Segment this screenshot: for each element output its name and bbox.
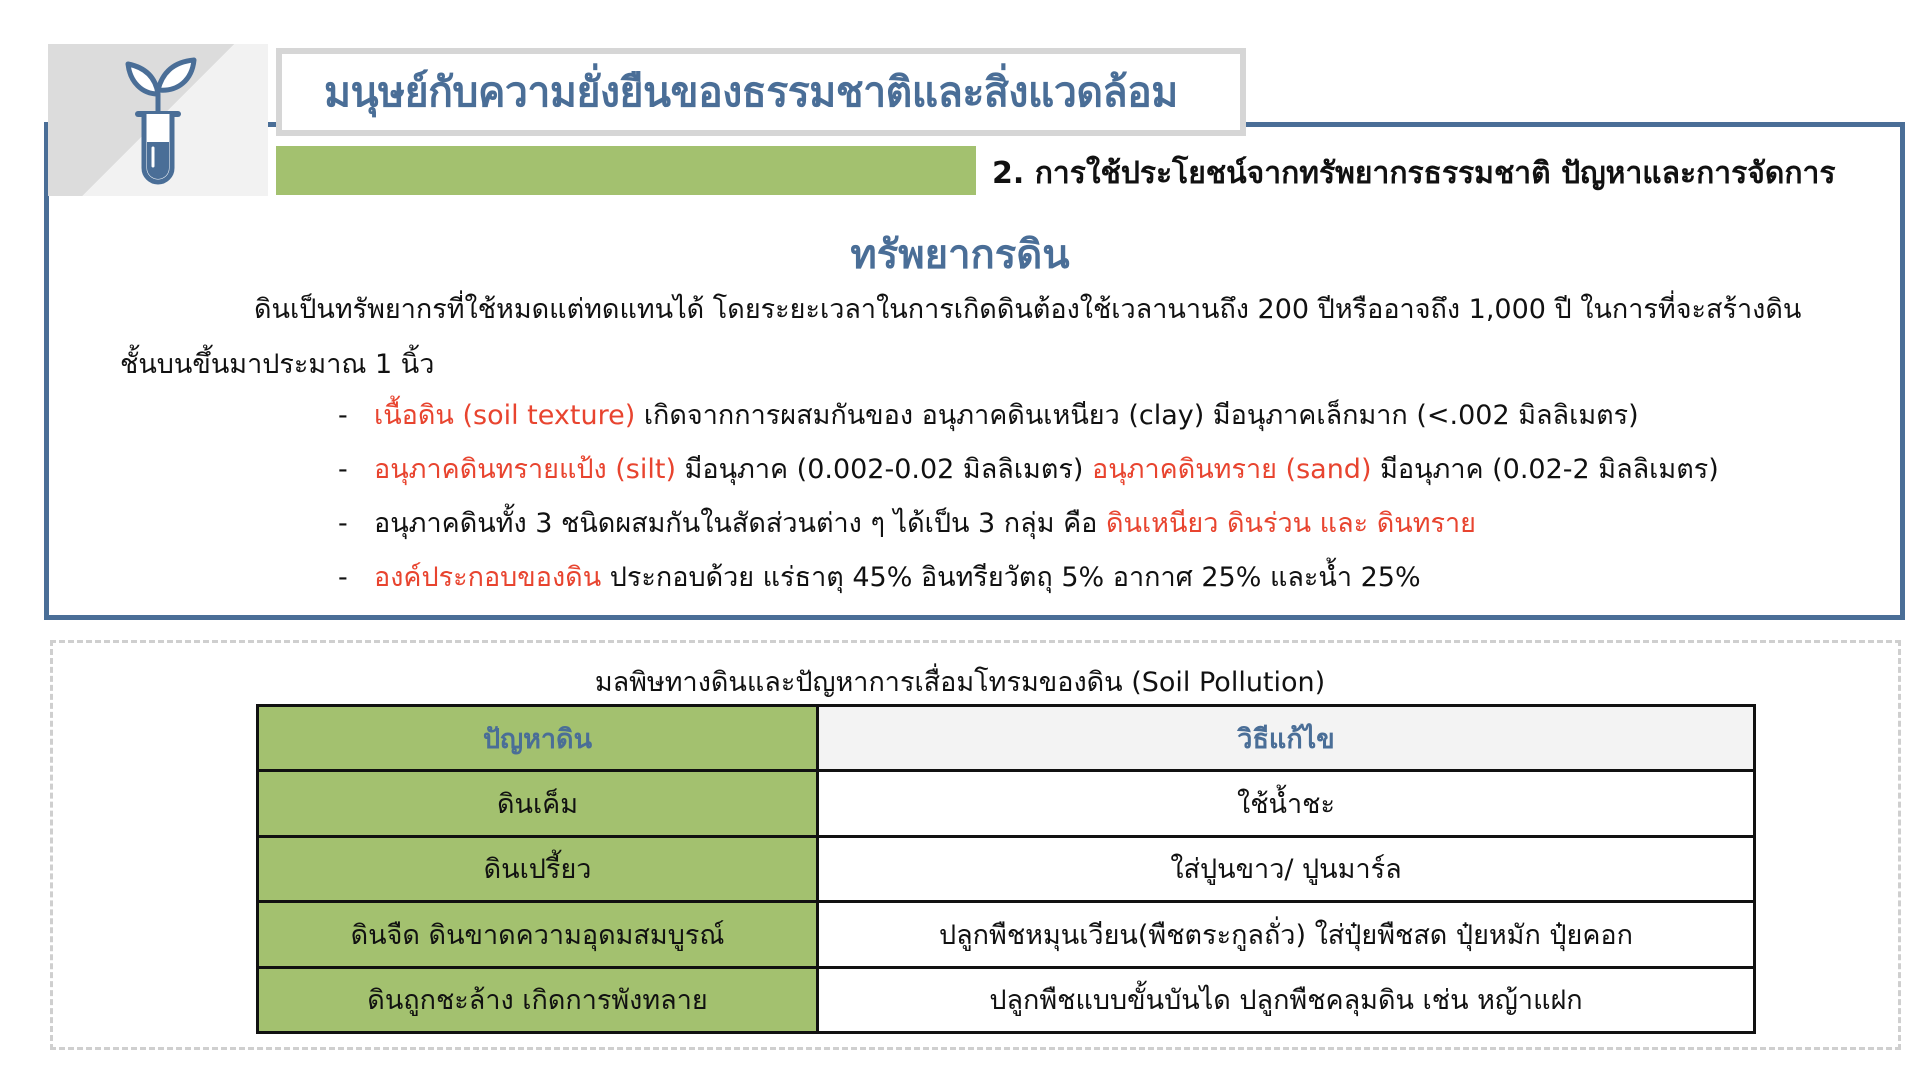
bullet-highlight: อนุภาคดินทราย (sand) xyxy=(1092,454,1372,485)
table-header-row xyxy=(258,706,1755,771)
problem-cell: ดินเปรี้ยว xyxy=(258,836,818,901)
bullet-item xyxy=(338,551,1898,605)
bullet-highlight: องค์ประกอบของดิน xyxy=(374,562,602,593)
title-box xyxy=(276,48,1246,136)
problem-cell: ดินเค็ม xyxy=(258,771,818,836)
bullet-list xyxy=(338,389,1898,605)
header-solution: วิธีแก้ไข xyxy=(818,706,1755,771)
bullet-item xyxy=(338,497,1898,551)
section-accent-bar xyxy=(276,146,976,195)
bullet-text: เกิดจากการผสมกันของ อนุภาคดินเหนียว (clay) มีอนุภาคเล็กมาก (<.002 มิลลิเมตร) xyxy=(635,400,1639,431)
table-row xyxy=(258,902,1755,967)
intro-paragraph xyxy=(120,282,1820,392)
solution-cell: ใส่ปูนขาว/ ปูนมาร์ล xyxy=(818,836,1755,901)
page-title: มนุษย์กับความยั่งยืนของธรรมชาติและสิ่งแวดล้อม xyxy=(324,67,1178,116)
solution-cell: ปลูกพืชหมุนเวียน(พืชตระกูลถั่ว) ใส่ปุ๋ยพืชสด ปุ๋ยหมัก ปุ๋ยคอก xyxy=(818,902,1755,967)
solution-cell: ปลูกพืชแบบขั้นบันได ปลูกพืชคลุมดิน เช่น หญ้าแฝก xyxy=(818,967,1755,1032)
solution-cell: ใช้น้ำชะ xyxy=(818,771,1755,836)
header-problem: ปัญหาดิน xyxy=(258,706,818,771)
intro-paragraph-text: ดินเป็นทรัพยากรที่ใช้หมดแต่ทดแทนได้ โดยระยะเวลาในการเกิดดินต้องใช้เวลานานถึง 200 ปีหรืออาจถึง 1,000 ปี ในการที่จะสร้างดินชั้นบนขึ้นมาประมาณ 1 นิ้ว xyxy=(120,294,1802,380)
bullet-text: ประกอบด้วย แร่ธาตุ 45% อินทรียวัตถุ 5% อากาศ 25% และน้ำ 25% xyxy=(601,562,1421,593)
test-tube-plant-icon xyxy=(108,50,208,190)
problem-cell: ดินถูกชะล้าง เกิดการพังทลาย xyxy=(258,967,818,1032)
table-row xyxy=(258,836,1755,901)
table-caption: มลพิษทางดินและปัญหาการเสื่อมโทรมของดิน (Soil Pollution) xyxy=(594,667,1326,698)
bullet-highlight: อนุภาคดินทรายแป้ง (silt) xyxy=(374,454,676,485)
table-row xyxy=(258,771,1755,836)
bullet-item xyxy=(338,443,1898,497)
bullet-text: มีอนุภาค (0.002-0.02 มิลลิเมตร) xyxy=(676,454,1092,485)
bullet-highlight: เนื้อดิน (soil texture) xyxy=(374,400,636,431)
table-row xyxy=(258,967,1755,1032)
soil-problems-table xyxy=(256,704,1756,1034)
section-title: 2. การใช้ประโยชน์จากทรัพยากรธรรมชาติ ปัญหาและการจัดการ xyxy=(992,156,1836,191)
content-heading: ทรัพยากรดิน xyxy=(850,232,1070,278)
bullet-item xyxy=(338,389,1898,443)
bullet-text: อนุภาคดินทั้ง 3 ชนิดผสมกันในสัดส่วนต่าง ๆ ได้เป็น 3 กลุ่ม คือ xyxy=(374,508,1106,539)
bullet-highlight: ดินเหนียว ดินร่วน และ ดินทราย xyxy=(1105,508,1476,539)
icon-panel xyxy=(48,44,268,196)
bullet-text: มีอนุภาค (0.02-2 มิลลิเมตร) xyxy=(1371,454,1719,485)
problem-cell: ดินจืด ดินขาดความอุดมสมบูรณ์ xyxy=(258,902,818,967)
